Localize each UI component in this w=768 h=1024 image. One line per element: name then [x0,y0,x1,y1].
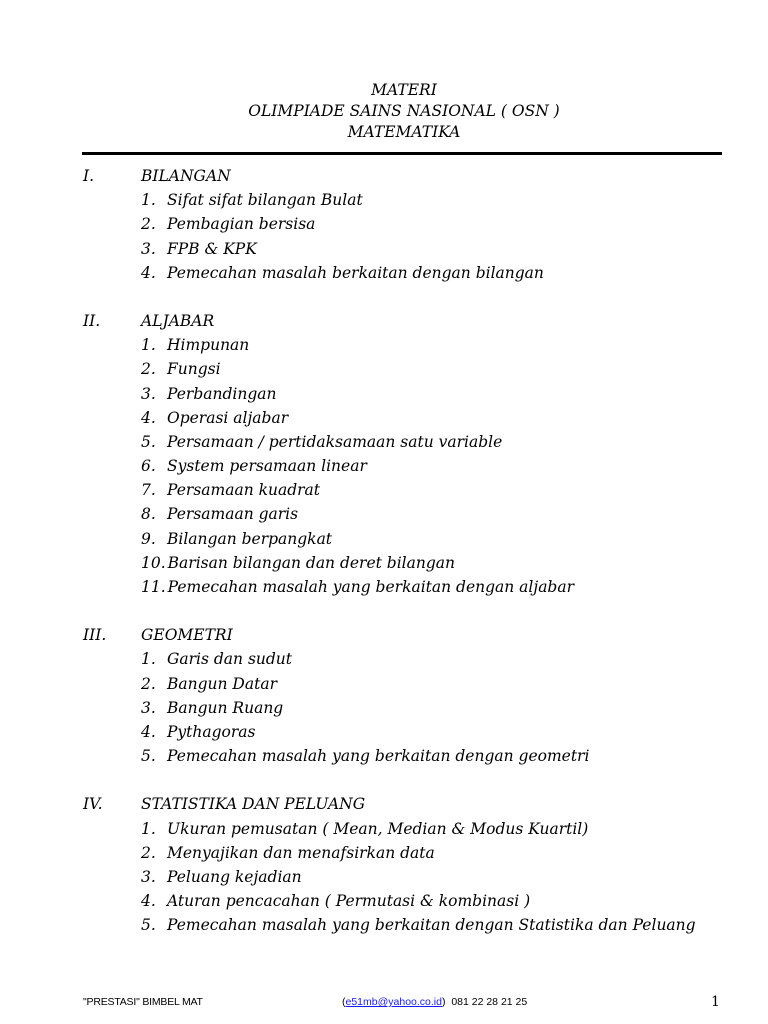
footer-phone: 081 22 28 21 25 [451,996,528,1008]
list-item [83,527,743,551]
list-item-number: 4. [141,408,156,427]
sections-list [83,164,743,961]
section-numeral: IV. [83,795,103,814]
section [83,792,743,937]
list-item-number: 2. [141,674,156,693]
list-item [83,647,743,671]
list-item-text: Persamaan kuadrat [167,481,321,500]
list-item-number: 1. [141,650,156,669]
list-item-text: Himpunan [167,336,250,355]
list-item-number: 3. [141,239,156,258]
footer-email-open: ( [342,996,346,1008]
section-heading [83,623,743,647]
list-item [83,382,743,406]
list-item-text: Sifat sifat bilangan Bulat [167,191,363,210]
title-olimpiade: OLIMPIADE SAINS NASIONAL ( OSN ) [248,102,560,120]
section [83,623,743,768]
list-item [83,720,743,744]
list-item [83,913,743,937]
list-item-number: 10. [141,553,166,572]
list-item-number: 3. [141,698,156,717]
list-item-text: Persamaan garis [167,505,299,524]
horizontal-rule [82,152,722,155]
list-item [83,478,743,502]
list-item-number: 2. [141,843,156,862]
section [83,164,743,285]
list-item-text: Pemecahan masalah berkaitan dengan bilangan [167,263,544,282]
list-item [83,357,743,381]
list-item-text: Pythagoras [167,722,256,741]
list-item-text: Bangun Datar [167,674,277,693]
section-heading [83,792,743,816]
list-item-number: 4. [141,722,156,741]
list-item-text: Pemecahan masalah yang berkaitan dengan Statistika dan Peluang [167,916,696,935]
list-item [83,406,743,430]
list-item [83,841,743,865]
list-item-text: Pemecahan masalah yang berkaitan dengan aljabar [167,578,575,596]
list-item-number: 7. [141,481,156,500]
document-title-block [0,80,768,143]
section-numeral: I. [83,167,95,185]
list-item-number: 1. [141,191,156,210]
list-item-text: Perbandingan [167,384,277,403]
list-item [83,744,743,768]
list-item-text: Bangun Ruang [167,698,284,717]
list-item-text: Ukuran pemusatan ( Mean, Median & Modus Kuartil) [167,819,589,838]
list-item-text: FPB & KPK [167,239,257,258]
list-item-text: Peluang kejadian [167,867,302,886]
list-item-number: 5. [141,916,156,935]
section-numeral: III. [83,626,107,645]
list-item-number: 11. [141,578,166,596]
list-item-text: Garis dan sudut [167,650,293,669]
list-item [83,865,743,889]
footer-email-link[interactable]: e51mb@yahoo.co.id [345,996,442,1008]
footer-email-close: ) [441,996,446,1008]
list-item-number: 6. [141,457,156,476]
list-item-number: 5. [141,747,156,766]
list-item-number: 9. [141,529,156,548]
page-number: 1 [711,994,720,1010]
section-title: BILANGAN [141,167,231,185]
list-item [83,551,743,575]
list-item [83,430,743,454]
list-item [83,817,743,841]
list-item-text: Menyajikan dan menafsirkan data [167,843,435,862]
list-item-number: 2. [141,215,156,234]
footer-organization: "PRESTASI" BIMBEL MAT [83,996,203,1008]
section-title: ALJABAR [141,311,215,330]
list-item-text: Persamaan / pertidaksamaan satu variable [167,432,503,451]
section-numeral: II. [83,311,101,330]
page-footer [0,996,768,1014]
list-item-number: 4. [141,892,156,911]
list-item [83,212,743,236]
title-matematika: MATEMATIKA [347,123,461,141]
section-heading [83,309,743,333]
list-item-number: 5. [141,432,156,451]
list-item-number: 3. [141,867,156,886]
list-item-text: Pembagian bersisa [167,215,316,234]
section-heading [83,164,743,188]
list-item-number: 1. [141,336,156,355]
list-item [83,454,743,478]
list-item-number: 2. [141,360,156,379]
list-item [83,261,743,285]
section-title: GEOMETRI [141,626,233,645]
section [83,309,743,599]
list-item [83,333,743,357]
list-item-text: Aturan pencacahan ( Permutasi & kombinasi ) [167,892,531,911]
list-item-text: Fungsi [167,360,221,379]
list-item-number: 4. [141,263,156,282]
section-title: STATISTIKA DAN PELUANG [141,795,366,814]
list-item [83,502,743,526]
list-item-text: System persamaan linear [167,457,367,476]
list-item [83,575,743,599]
list-item-text: Pemecahan masalah yang berkaitan dengan geometri [167,747,590,766]
list-item [83,237,743,261]
list-item [83,889,743,913]
list-item-text: Operasi aljabar [167,408,289,427]
list-item-text: Bilangan berpangkat [167,529,333,548]
list-item [83,696,743,720]
list-item [83,188,743,212]
list-item [83,672,743,696]
footer-contact [342,996,527,1008]
list-item-number: 3. [141,384,156,403]
list-item-text: Barisan bilangan dan deret bilangan [167,553,456,572]
list-item-number: 8. [141,505,156,524]
list-item-number: 1. [141,819,156,838]
title-materi: MATERI [371,81,437,99]
